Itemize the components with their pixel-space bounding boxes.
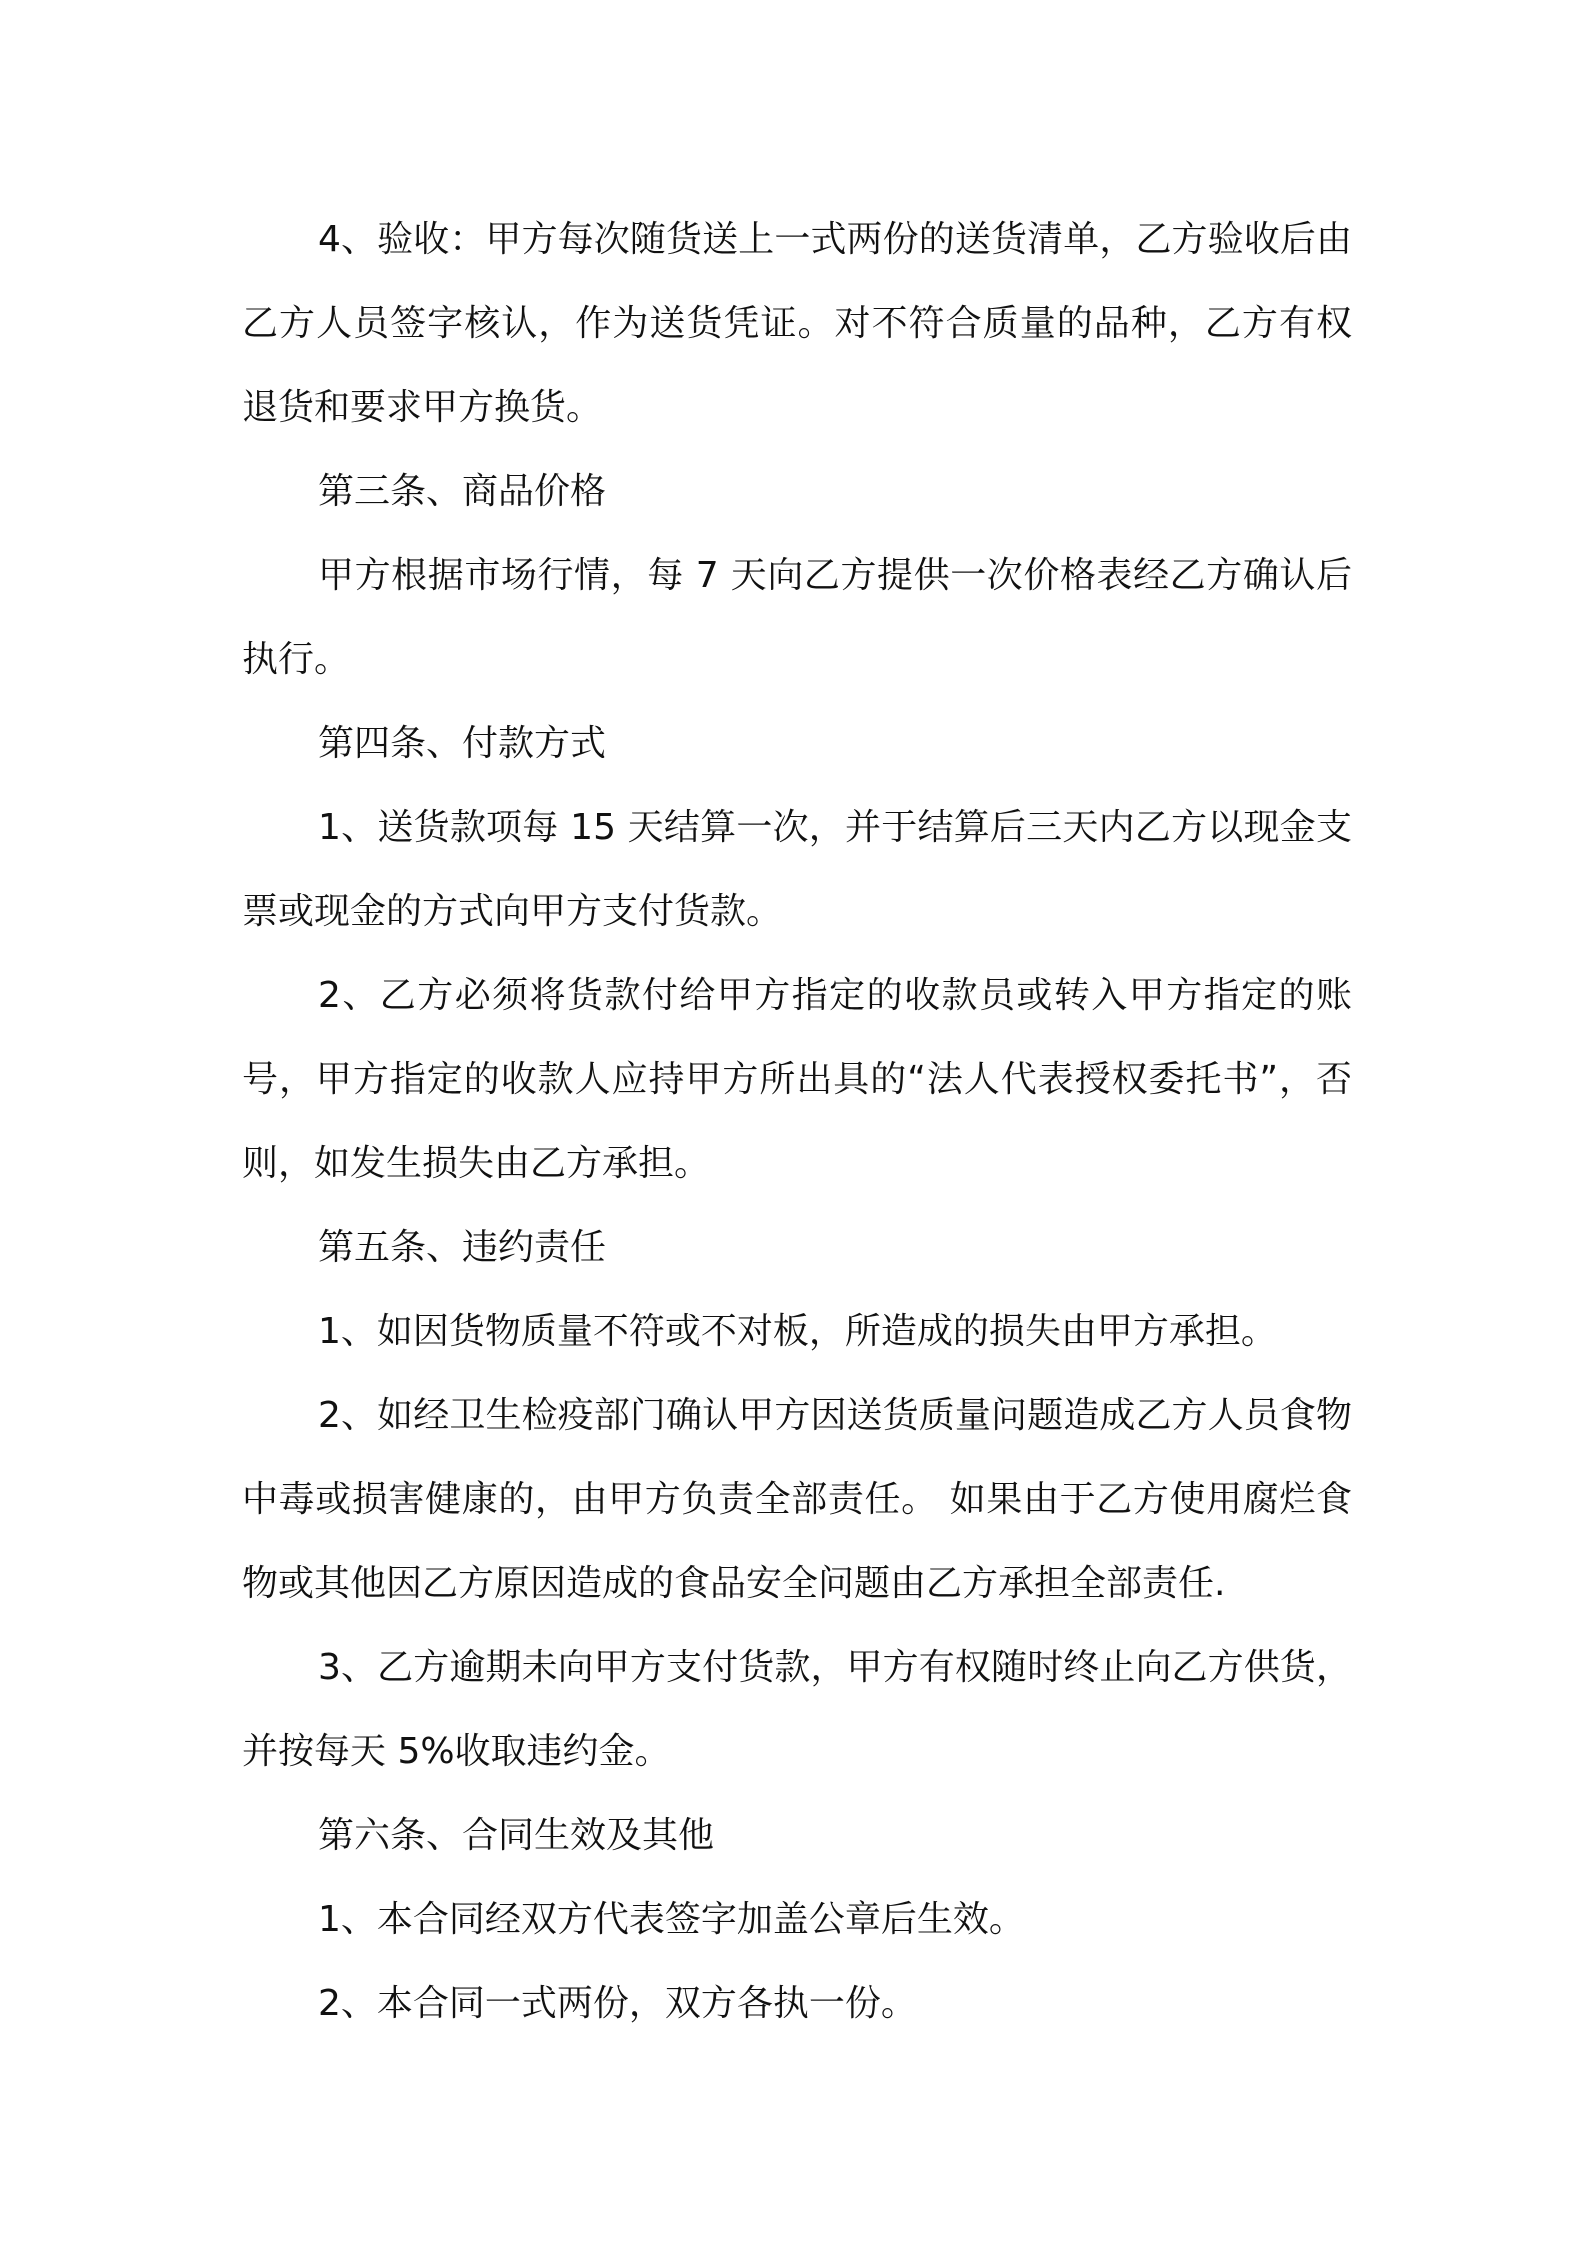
article-6-heading: 第六条、合同生效及其他 [318,1815,715,1856]
liability-clause-3: 3、乙方逾期未向甲方支付货款，甲方有权随时终止向乙方供货，并按每天 5%收取违约金。 [242,1647,1352,1772]
document-body [242,198,1352,2046]
article-5-heading: 第五条、违约责任 [318,1227,607,1268]
clause-inspection-paragraph: 4、验收：甲方每次随货送上一式两份的送货清单，乙方验收后由乙方人员签字核认，作为送货凭证。对不符合质量的品种，乙方有权退货和要求甲方换货。 [242,219,1352,428]
payment-clause-1: 1、送货款项每 15 天结算一次，并于结算后三天内乙方以现金支票或现金的方式向甲方支付货款。 [242,807,1352,932]
effect-clause-1: 1、本合同经双方代表签字加盖公章后生效。 [318,1899,1025,1940]
liability-clause-2: 2、如经卫生检疫部门确认甲方因送货质量问题造成乙方人员食物中毒或损害健康的，由甲方负责全部责任。 如果由于乙方使用腐烂食物或其他因乙方原因造成的食品安全问题由乙方承担全部责任. [242,1395,1352,1604]
liability-clause-1: 1、如因货物质量不符或不对板，所造成的损失由甲方承担。 [318,1311,1277,1352]
payment-clause-2: 2、乙方必须将货款付给甲方指定的收款员或转入甲方指定的账号，甲方指定的收款人应持甲方所出具的“法人代表授权委托书”，否则，如发生损失由乙方承担。 [242,975,1352,1184]
article-3-heading: 第三条、商品价格 [318,471,607,512]
article-4-heading: 第四条、付款方式 [318,723,607,764]
price-paragraph: 甲方根据市场行情，每 7 天向乙方提供一次价格表经乙方确认后执行。 [242,555,1352,680]
effect-clause-2: 2、本合同一式两份，双方各执一份。 [318,1983,917,2024]
